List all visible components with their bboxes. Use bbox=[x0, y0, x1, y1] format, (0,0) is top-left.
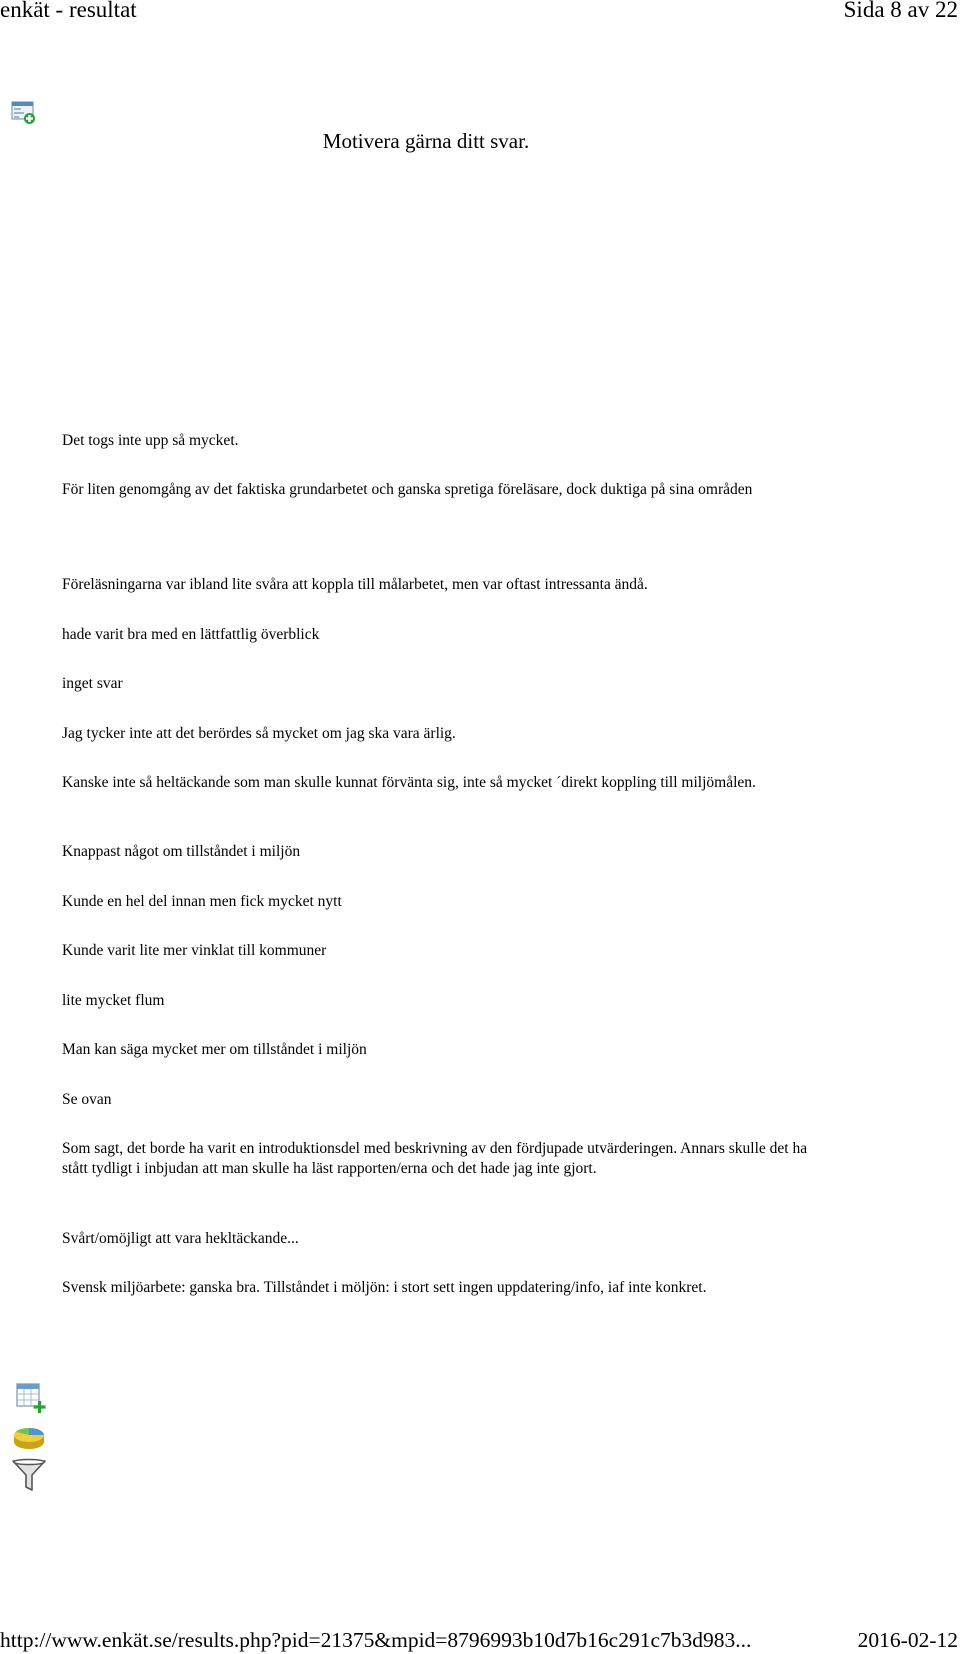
list-item: Knappast något om tillståndet i miljön bbox=[62, 843, 301, 860]
list-item: lite mycket flum bbox=[62, 992, 165, 1009]
page-footer bbox=[0, 1624, 960, 1654]
list-item: Kunde en hel del innan men fick mycket nytt bbox=[62, 893, 342, 910]
list-item: Som sagt, det borde ha varit en introduktionsdel med beskrivning av den fördjupade utvärderingen. Annars skulle det ha stått tydligt i inbjudan att man skulle ha läst rapporten/erna och det hade jag inte gjort. bbox=[62, 1140, 808, 1177]
list-item: Jag tycker inte att det berördes så mycket om jag ska vara ärlig. bbox=[62, 725, 456, 742]
page-title: enkät - resultat bbox=[0, 0, 137, 22]
add-table-icon[interactable] bbox=[11, 1382, 51, 1416]
question-title: Motivera gärna ditt svar. bbox=[322, 129, 530, 153]
print-date: 2016-02-12 bbox=[857, 1628, 958, 1652]
pie-chart-icon[interactable] bbox=[11, 1420, 51, 1454]
list-item: Det togs inte upp så mycket. bbox=[62, 432, 239, 449]
list-item: Kanske inte så heltäckande som man skulle kunnat förvänta sig, inte så mycket ´direkt koppling till miljömålen. bbox=[62, 774, 756, 791]
page-header bbox=[0, 0, 960, 26]
list-item: Föreläsningarna var ibland lite svåra att koppla till målarbetet, men var oftast intressanta ändå. bbox=[62, 576, 648, 593]
list-item: Man kan säga mycket mer om tillståndet i miljön bbox=[62, 1041, 367, 1058]
list-item: hade varit bra med en lättfattlig överblick bbox=[62, 626, 320, 643]
page-number: Sida 8 av 22 bbox=[843, 0, 958, 22]
list-item: Se ovan bbox=[62, 1091, 112, 1108]
add-chart-icon[interactable] bbox=[11, 101, 37, 125]
list-item: Kunde varit lite mer vinklat till kommuner bbox=[62, 942, 327, 959]
list-item: Svensk miljöarbete: ganska bra. Tillståndet i möljön: i stort sett ingen uppdatering/info, iaf inte konkret. bbox=[62, 1279, 707, 1296]
filter-icon[interactable] bbox=[11, 1458, 51, 1492]
list-item: inget svar bbox=[62, 675, 123, 692]
page-url: http://www.enkät.se/results.php?pid=21375&mpid=8796993b10d7b16c291c7b3d983... bbox=[0, 1628, 752, 1652]
list-item: För liten genomgång av det faktiska grundarbetet och ganska spretiga föreläsare, dock duktiga på sina områden bbox=[62, 481, 753, 498]
list-item: Svårt/omöjligt att vara hekltäckande... bbox=[62, 1230, 299, 1247]
